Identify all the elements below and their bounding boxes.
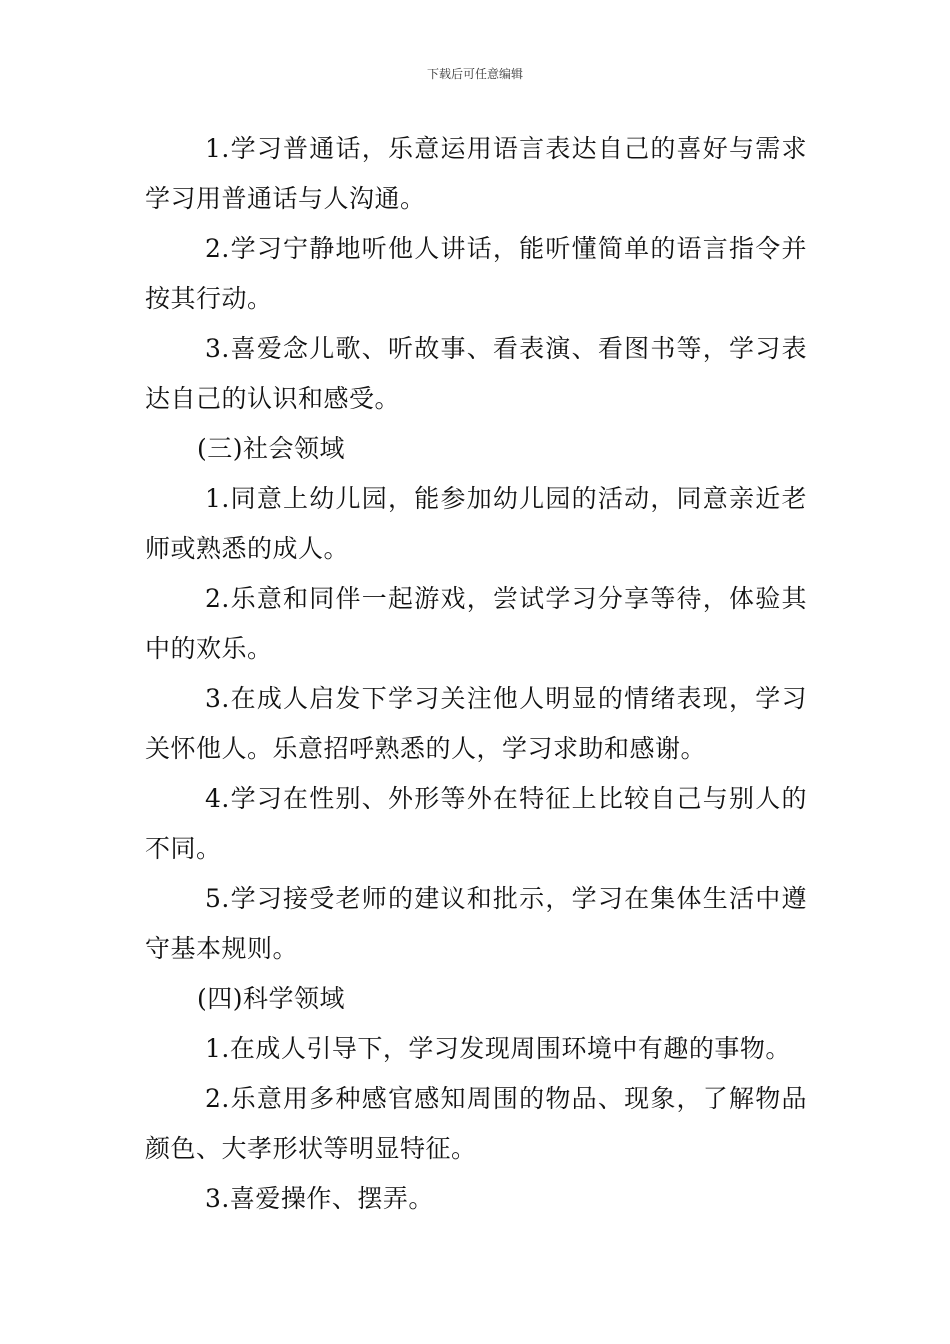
paragraph-science-3: 3.喜爱操作、摆弄。 <box>205 1184 434 1213</box>
section-heading-social: (三)社会领域 <box>197 434 346 463</box>
paragraph-language-1: 1.学习普通话，乐意运用语言表达自己的喜好与需求学习用普通话与人沟通。 <box>145 134 807 213</box>
paragraph-science-2: 2.乐意用多种感官感知周围的物品、现象，了解物品颜色、大孝形状等明显特征。 <box>145 1084 807 1163</box>
paragraph-language-2: 2.学习宁静地听他人讲话，能听懂简单的语言指令并按其行动。 <box>145 234 807 313</box>
paragraph-social-3: 3.在成人启发下学习关注他人明显的情绪表现，学习关怀他人。乐意招呼熟悉的人，学习求助和感谢。 <box>145 684 807 763</box>
paragraph-science-1: 1.在成人引导下，学习发现周围环境中有趣的事物。 <box>205 1034 791 1063</box>
paragraph-social-4: 4.学习在性别、外形等外在特征上比较自己与别人的不同。 <box>145 784 807 863</box>
section-heading-science: (四)科学领域 <box>197 984 346 1013</box>
paragraph-social-5: 5.学习接受老师的建议和批示，学习在集体生活中遵守基本规则。 <box>145 884 807 963</box>
paragraph-language-3: 3.喜爱念儿歌、听故事、看表演、看图书等，学习表达自己的认识和感受。 <box>145 334 807 413</box>
paragraph-social-1: 1.同意上幼儿园，能参加幼儿园的活动，同意亲近老师或熟悉的成人。 <box>145 484 807 563</box>
paragraph-social-2: 2.乐意和同伴一起游戏，尝试学习分享等待，体验其中的欢乐。 <box>145 584 807 663</box>
document-body <box>145 124 807 1224</box>
page-header: 下载后可任意编辑 <box>426 67 523 81</box>
